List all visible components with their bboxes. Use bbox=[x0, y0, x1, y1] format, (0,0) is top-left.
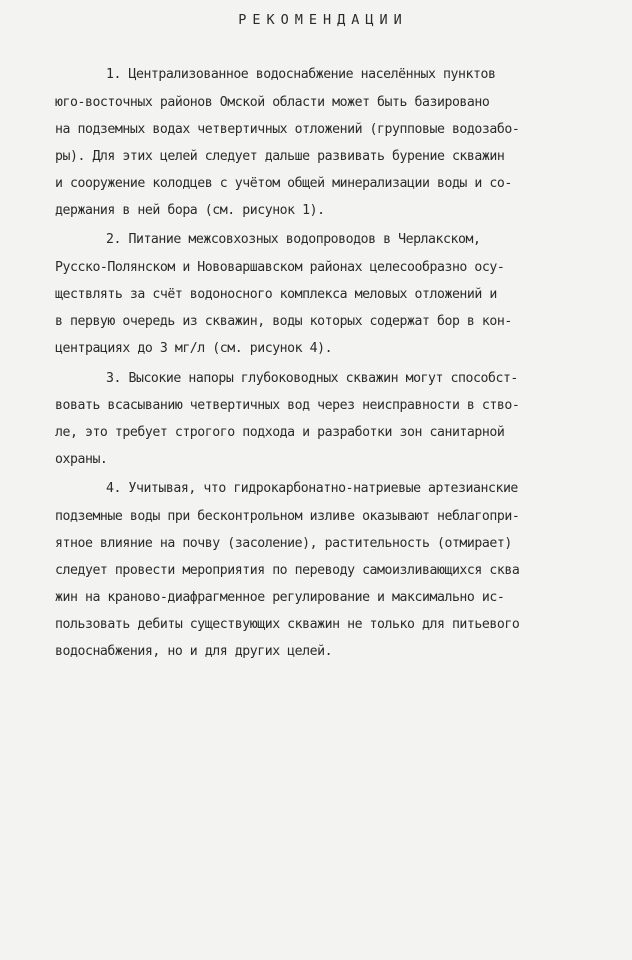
paragraph-3-line-3: ле, это требует строгого подхода и разработки зон санитарной bbox=[55, 425, 505, 440]
paragraph-4-line-2: подземные воды при бесконтрольном изливе оказывают неблагопри- bbox=[55, 509, 520, 524]
paragraph-3-line-1: 3. Высокие напоры глубоководных скважин могут способст- bbox=[106, 371, 518, 386]
paragraph-4-line-6: пользовать дебиты существующих скважин не только для питьевого bbox=[55, 617, 520, 632]
paragraph-3-line-4: охраны. bbox=[55, 452, 108, 467]
paragraph-2-line-3: ществлять за счёт водоносного комплекса меловых отложений и bbox=[55, 287, 497, 302]
paragraph-4-line-1: 4. Учитывая, что гидрокарбонатно-натриевые артезианские bbox=[106, 481, 518, 496]
paragraph-2-line-2: Русско-Полянском и Нововаршавском районах целесообразно осу- bbox=[55, 260, 505, 275]
paragraph-2-line-1: 2. Питание межсовхозных водопроводов в Черлакском, bbox=[106, 232, 481, 247]
paragraph-3-line-2: вовать всасыванию четвертичных вод через неисправности в ство- bbox=[55, 398, 520, 413]
paragraph-4-line-5: жин на краново-диафрагменное регулирование и максимально ис- bbox=[55, 590, 505, 605]
paragraph-4-line-7: водоснабжения, но и для других целей. bbox=[55, 644, 333, 659]
paragraph-1-line-3: на подземных водах четвертичных отложений (групповые водозабо- bbox=[55, 122, 520, 137]
paragraph-4-line-4: следует провести мероприятия по переводу самоизливающихся сква bbox=[55, 563, 520, 578]
paragraph-1-line-5: и сооружение колодцев с учётом общей минерализации воды и со- bbox=[55, 176, 512, 191]
paragraph-1-line-6: держания в ней бора (см. рисунок 1). bbox=[55, 203, 325, 218]
paragraph-1-line-4: ры). Для этих целей следует дальше развивать бурение скважин bbox=[55, 149, 505, 164]
page-title: РЕКОМЕНДАЦИИ bbox=[238, 12, 408, 28]
paragraph-2-line-4: в первую очередь из скважин, воды которых содержат бор в кон- bbox=[55, 314, 512, 329]
paragraph-1-line-1: 1. Централизованное водоснабжение населённых пунктов bbox=[106, 67, 496, 82]
paragraph-1-line-2: юго-восточных районов Омской области может быть базировано bbox=[55, 95, 490, 110]
paragraph-2-line-5: центрациях до 3 мг/л (см. рисунок 4). bbox=[55, 341, 333, 356]
paragraph-4-line-3: ятное влияние на почву (засоление), растительность (отмирает) bbox=[55, 536, 512, 551]
